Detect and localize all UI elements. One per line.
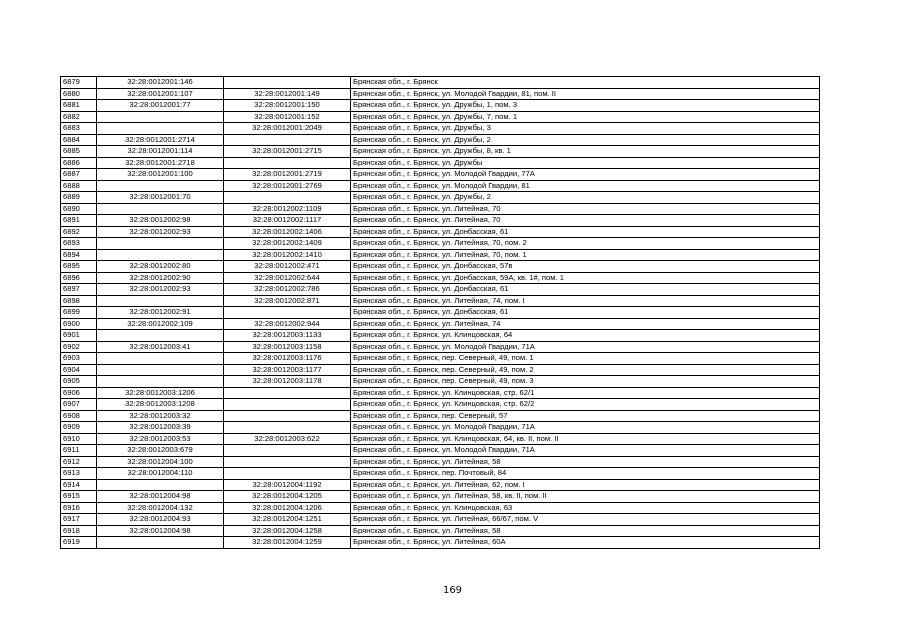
row-number-cell: 6880 [61,88,97,100]
address-cell: Брянская обл., г. Брянск, ул. Литейная, 70, пом. 1 [351,249,820,261]
address-cell: Брянская обл., г. Брянск, ул. Дружбы, 8, кв. 1 [351,146,820,158]
cadastral-number-cell: 32:28:0012001:2714 [97,134,224,146]
table-row [61,410,820,422]
row-number-cell: 6905 [61,376,97,388]
row-number-cell: 6887 [61,169,97,181]
cadastral-number-cell: 32:28:0012004:100 [97,456,224,468]
address-cell: Брянская обл., г. Брянск, ул. Литейная, 70 [351,203,820,215]
row-number-cell: 6919 [61,537,97,549]
cadastral-number-cell [97,537,224,549]
cadastral-number-cell: 32:28:0012001:100 [97,169,224,181]
cadastral-number-cell [97,330,224,342]
cadastral-number-2-cell: 32:28:0012004:1206 [224,502,351,514]
cadastral-number-cell: 32:28:0012001:114 [97,146,224,158]
cadastral-number-cell: 32:28:0012003:679 [97,445,224,457]
cadastral-number-cell: 32:28:0012003:32 [97,410,224,422]
cadastral-number-2-cell: 32:28:0012003:1176 [224,353,351,365]
row-number-cell: 6888 [61,180,97,192]
table-row [61,249,820,261]
cadastral-number-cell: 32:28:0012003:1208 [97,399,224,411]
row-number-cell: 6885 [61,146,97,158]
table-row [61,215,820,227]
address-cell: Брянская обл., г. Брянск, ул. Донбасская, 61 [351,307,820,319]
cadastral-number-2-cell: 32:28:0012002:1109 [224,203,351,215]
table-row [61,226,820,238]
table-row [61,353,820,365]
row-number-cell: 6915 [61,491,97,503]
table-row [61,491,820,503]
table-row [61,479,820,491]
row-number-cell: 6892 [61,226,97,238]
cadastral-number-cell: 32:28:0012001:77 [97,100,224,112]
cadastral-number-cell: 32:28:0012004:110 [97,468,224,480]
row-number-cell: 6901 [61,330,97,342]
cadastral-number-2-cell: 32:28:0012004:1192 [224,479,351,491]
address-cell: Брянская обл., г. Брянск, ул. Молодой Гвардии, 81, пом. II [351,88,820,100]
address-cell: Брянская обл., г. Брянск, ул. Литейная, 70 [351,215,820,227]
cadastral-number-2-cell: 32:28:0012001:152 [224,111,351,123]
cadastral-number-2-cell: 32:28:0012004:1205 [224,491,351,503]
cadastral-number-2-cell: 32:28:0012001:2715 [224,146,351,158]
address-cell: Брянская обл., г. Брянск, ул. Клинцовская, 64, кв. II, пом. II [351,433,820,445]
cadastral-number-cell: 32:28:0012001:70 [97,192,224,204]
cadastral-number-2-cell: 32:28:0012002:1409 [224,238,351,250]
cadastral-number-2-cell [224,399,351,411]
address-cell: Брянская обл., г. Брянск, ул. Дружбы [351,157,820,169]
address-cell: Брянская обл., г. Брянск, пер. Северный, 49, пом. 2 [351,364,820,376]
cadastral-number-cell: 32:28:0012002:91 [97,307,224,319]
cadastral-number-cell [97,376,224,388]
row-number-cell: 6897 [61,284,97,296]
address-cell: Брянская обл., г. Брянск, ул. Литейная, 62, пом. I [351,479,820,491]
table-row [61,422,820,434]
table-row [61,295,820,307]
table-row [61,525,820,537]
table-row [61,180,820,192]
cadastral-number-2-cell: 32:28:0012001:149 [224,88,351,100]
table-row [61,100,820,112]
address-cell: Брянская обл., г. Брянск, ул. Дружбы, 1, пом. 3 [351,100,820,112]
row-number-cell: 6907 [61,399,97,411]
row-number-cell: 6886 [61,157,97,169]
table-row [61,146,820,158]
table-row [61,123,820,135]
cadastral-number-2-cell: 32:28:0012001:150 [224,100,351,112]
cadastral-number-2-cell [224,422,351,434]
cadastral-number-cell [97,111,224,123]
row-number-cell: 6918 [61,525,97,537]
cadastral-number-cell: 32:28:0012004:132 [97,502,224,514]
row-number-cell: 6912 [61,456,97,468]
cadastral-number-cell: 32:28:0012004:98 [97,525,224,537]
cadastral-number-2-cell: 32:28:0012002:1410 [224,249,351,261]
row-number-cell: 6883 [61,123,97,135]
cadastral-number-2-cell [224,445,351,457]
address-cell: Брянская обл., г. Брянск, ул. Дружбы, 3 [351,123,820,135]
table-row [61,88,820,100]
table-row [61,456,820,468]
address-cell: Брянская обл., г. Брянск, ул. Литейная, 66/67, пом. V [351,514,820,526]
row-number-cell: 6911 [61,445,97,457]
row-number-cell: 6879 [61,77,97,89]
row-number-cell: 6902 [61,341,97,353]
address-cell: Брянская обл., г. Брянск, ул. Донбасская, 57в [351,261,820,273]
address-cell: Брянская обл., г. Брянск [351,77,820,89]
table-row [61,330,820,342]
row-number-cell: 6914 [61,479,97,491]
cadastral-number-2-cell: 32:28:0012002:1406 [224,226,351,238]
table-row [61,514,820,526]
register-table [60,76,820,549]
row-number-cell: 6900 [61,318,97,330]
table-row [61,376,820,388]
cadastral-number-cell: 32:28:0012002:90 [97,272,224,284]
cadastral-number-2-cell [224,468,351,480]
table-row [61,364,820,376]
cadastral-number-2-cell [224,77,351,89]
row-number-cell: 6893 [61,238,97,250]
table-row [61,261,820,273]
row-number-cell: 6906 [61,387,97,399]
address-cell: Брянская обл., г. Брянск, ул. Молодой Гвардии, 77А [351,169,820,181]
cadastral-number-2-cell [224,387,351,399]
table-row [61,445,820,457]
cadastral-number-cell: 32:28:0012004:98 [97,491,224,503]
address-cell: Брянская обл., г. Брянск, ул. Литейная, 58 [351,456,820,468]
table-row [61,318,820,330]
cadastral-number-cell [97,123,224,135]
address-cell: Брянская обл., г. Брянск, пер. Почтовый, 84 [351,468,820,480]
row-number-cell: 6895 [61,261,97,273]
register-table-body [61,77,820,549]
address-cell: Брянская обл., г. Брянск, ул. Донбасская, 61 [351,284,820,296]
row-number-cell: 6910 [61,433,97,445]
cadastral-number-cell: 32:28:0012002:109 [97,318,224,330]
cadastral-number-cell: 32:28:0012002:93 [97,226,224,238]
address-cell: Брянская обл., г. Брянск, ул. Литейная, 74, пом. I [351,295,820,307]
table-row [61,468,820,480]
row-number-cell: 6898 [61,295,97,307]
table-row [61,341,820,353]
table-row [61,399,820,411]
cadastral-number-cell [97,249,224,261]
cadastral-number-cell: 32:28:0012001:146 [97,77,224,89]
cadastral-number-2-cell: 32:28:0012004:1258 [224,525,351,537]
cadastral-number-cell [97,180,224,192]
address-cell: Брянская обл., г. Брянск, ул. Литейная, 74 [351,318,820,330]
row-number-cell: 6889 [61,192,97,204]
address-cell: Брянская обл., г. Брянск, ул. Дружбы, 7, пом. 1 [351,111,820,123]
cadastral-number-cell [97,238,224,250]
cadastral-number-2-cell [224,157,351,169]
cadastral-number-2-cell: 32:28:0012002:871 [224,295,351,307]
address-cell: Брянская обл., г. Брянск, ул. Клинцовская, 64 [351,330,820,342]
cadastral-number-2-cell: 32:28:0012004:1259 [224,537,351,549]
address-cell: Брянская обл., г. Брянск, ул. Литейная, 58, кв. II, пом. II [351,491,820,503]
address-cell: Брянская обл., г. Брянск, ул. Дружбы, 2 [351,134,820,146]
address-cell: Брянская обл., г. Брянск, ул. Донбасская, 61 [351,226,820,238]
cadastral-number-2-cell: 32:28:0012001:2719 [224,169,351,181]
address-cell: Брянская обл., г. Брянск, ул. Донбасская, 59А, кв. 1#, пом. 1 [351,272,820,284]
row-number-cell: 6884 [61,134,97,146]
row-number-cell: 6909 [61,422,97,434]
table-row [61,192,820,204]
page-number: 169 [442,585,463,596]
cadastral-number-cell: 32:28:0012003:39 [97,422,224,434]
cadastral-number-cell [97,479,224,491]
cadastral-number-cell: 32:28:0012003:53 [97,433,224,445]
table-row [61,272,820,284]
cadastral-number-2-cell: 32:28:0012004:1251 [224,514,351,526]
cadastral-number-2-cell: 32:28:0012002:1117 [224,215,351,227]
table-row [61,284,820,296]
address-cell: Брянская обл., г. Брянск, ул. Клинцовская, стр. 62/2 [351,399,820,411]
address-cell: Брянская обл., г. Брянск, ул. Клинцовская, 63 [351,502,820,514]
row-number-cell: 6882 [61,111,97,123]
address-cell: Брянская обл., г. Брянск, ул. Молодой Гвардии, 81 [351,180,820,192]
cadastral-number-cell: 32:28:0012002:98 [97,215,224,227]
row-number-cell: 6903 [61,353,97,365]
cadastral-number-2-cell [224,192,351,204]
cadastral-number-2-cell: 32:28:0012002:944 [224,318,351,330]
cadastral-number-cell: 32:28:0012002:80 [97,261,224,273]
address-cell: Брянская обл., г. Брянск, ул. Литейная, 70, пом. 2 [351,238,820,250]
row-number-cell: 6908 [61,410,97,422]
cadastral-number-cell [97,353,224,365]
cadastral-number-2-cell: 32:28:0012003:1133 [224,330,351,342]
cadastral-number-2-cell: 32:28:0012003:622 [224,433,351,445]
address-cell: Брянская обл., г. Брянск, пер. Северный, 49, пом. 1 [351,353,820,365]
cadastral-number-cell: 32:28:0012001:107 [97,88,224,100]
row-number-cell: 6899 [61,307,97,319]
cadastral-number-2-cell: 32:28:0012002:471 [224,261,351,273]
cadastral-number-2-cell: 32:28:0012003:1177 [224,364,351,376]
table-row [61,157,820,169]
row-number-cell: 6894 [61,249,97,261]
cadastral-number-2-cell [224,456,351,468]
row-number-cell: 6916 [61,502,97,514]
row-number-cell: 6917 [61,514,97,526]
cadastral-number-2-cell [224,307,351,319]
table-row [61,433,820,445]
table-row [61,134,820,146]
address-cell: Брянская обл., г. Брянск, пер. Северный, 57 [351,410,820,422]
cadastral-number-2-cell: 32:28:0012002:786 [224,284,351,296]
address-cell: Брянская обл., г. Брянск, пер. Северный, 49, пом. 3 [351,376,820,388]
cadastral-number-2-cell: 32:28:0012001:2769 [224,180,351,192]
cadastral-number-2-cell: 32:28:0012002:644 [224,272,351,284]
table-row [61,111,820,123]
address-cell: Брянская обл., г. Брянск, ул. Молодой Гвардии, 71А [351,445,820,457]
address-cell: Брянская обл., г. Брянск, ул. Молодой Гвардии, 71А [351,341,820,353]
address-cell: Брянская обл., г. Брянск, ул. Молодой Гвардии, 71А [351,422,820,434]
cadastral-number-2-cell [224,410,351,422]
cadastral-number-cell: 32:28:0012003:41 [97,341,224,353]
cadastral-number-2-cell [224,134,351,146]
cadastral-number-cell: 32:28:0012001:2718 [97,157,224,169]
table-row [61,307,820,319]
cadastral-number-cell: 32:28:0012004:93 [97,514,224,526]
cadastral-number-2-cell: 32:28:0012001:2049 [224,123,351,135]
address-cell: Брянская обл., г. Брянск, ул. Литейная, 60А [351,537,820,549]
cadastral-number-cell: 32:28:0012003:1206 [97,387,224,399]
table-row [61,77,820,89]
row-number-cell: 6896 [61,272,97,284]
row-number-cell: 6891 [61,215,97,227]
row-number-cell: 6881 [61,100,97,112]
address-cell: Брянская обл., г. Брянск, ул. Дружбы, 2 [351,192,820,204]
table-row [61,169,820,181]
table-row [61,537,820,549]
row-number-cell: 6890 [61,203,97,215]
table-row [61,203,820,215]
row-number-cell: 6913 [61,468,97,480]
table-row [61,238,820,250]
cadastral-number-cell: 32:28:0012002:93 [97,284,224,296]
address-cell: Брянская обл., г. Брянск, ул. Литейная, 58 [351,525,820,537]
table-row [61,502,820,514]
address-cell: Брянская обл., г. Брянск, ул. Клинцовская, стр. 62/1 [351,387,820,399]
row-number-cell: 6904 [61,364,97,376]
cadastral-number-2-cell: 32:28:0012003:1178 [224,376,351,388]
cadastral-number-cell [97,203,224,215]
cadastral-number-cell [97,295,224,307]
cadastral-number-cell [97,364,224,376]
cadastral-number-2-cell: 32:28:0012003:1158 [224,341,351,353]
table-row [61,387,820,399]
